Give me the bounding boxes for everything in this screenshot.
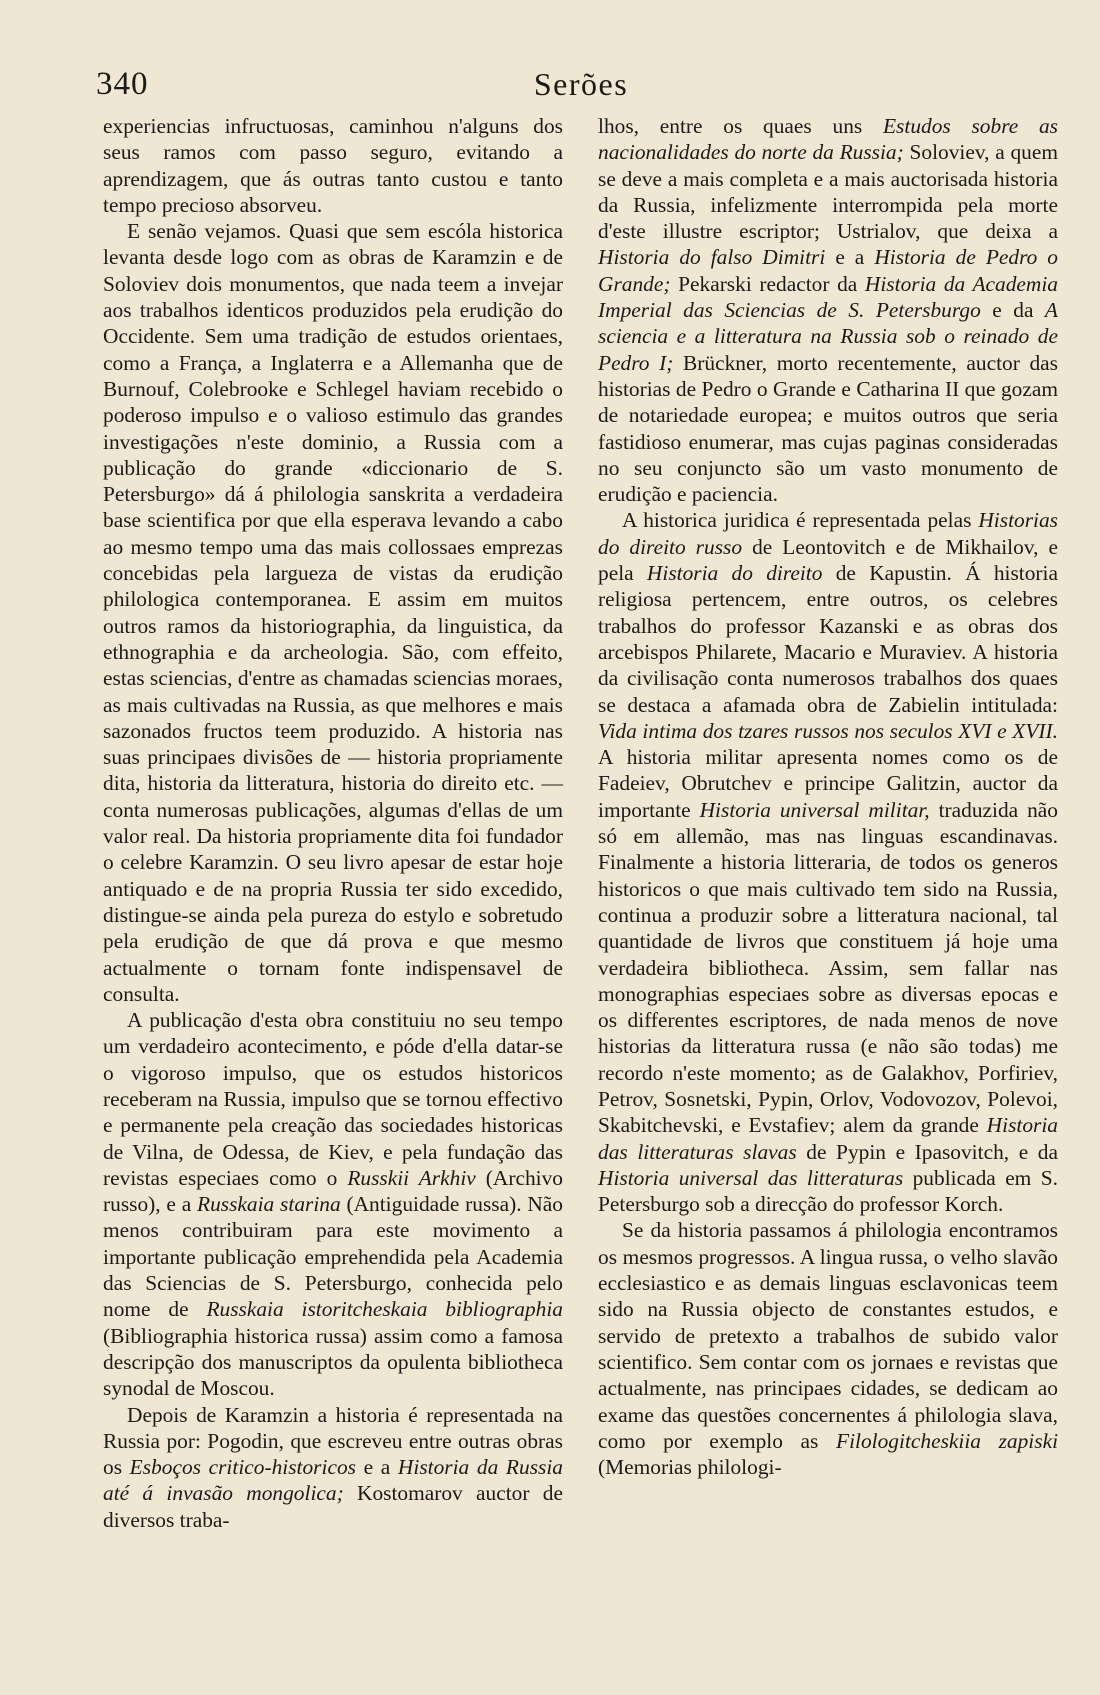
right-column	[598, 113, 1058, 1593]
text-run: experiencias infructuosas, caminhou n'alguns dos seus ramos com passo seguro, evitando a aprendizagem, que ás outras tanto custou e tanto tempo precioso absorveu.	[103, 114, 563, 217]
text-run: (Archivo russo), e a	[103, 1165, 563, 1217]
text-run: Pekarski redactor da	[670, 271, 865, 296]
text-run: Kostomarov auctor de diversos traba-	[103, 1481, 563, 1532]
paragraph	[103, 218, 563, 1007]
text-run: de Kapustin. Á historia religiosa pertencem, entre outros, os celebres trabalhos do professor Kazanski e as obras dos arcebispos Philarete, Macario e Muraviev. A historia da civilisação conta numerosos trabalhos dos quaes se destaca a afamada obra de Zabielin intitulada:	[598, 561, 1058, 717]
italic-title: Russkaia istoritcheskaia bibliographia	[206, 1297, 563, 1322]
paragraph	[103, 1007, 563, 1401]
italic-title: Russkii Arkhiv	[347, 1165, 476, 1190]
text-run: Se da historia passamos á philologia encontramos os mesmos progressos. A lingua russa, o velho slavão ecclesiastico e as demais linguas esclavonicas teem sido na Russia objecto de constantes estudos, e servido de pretexto a trabalhos de subido valor scientifico. Sem contar com os jornaes e revistas que actualmente, nas principaes cidades, se dedicam ao exame das questões concernentes á philologia slava, como por exemplo as	[598, 1218, 1058, 1453]
running-title: Serões	[533, 66, 629, 102]
text-run: A historia militar apresenta nomes como os de Fadeiev, Obrutchev e principe Galitzin, auctor da importante	[598, 745, 1058, 822]
text-run: de Leontovitch e de Mikhailov, e pela	[598, 534, 1058, 586]
text-run: e a	[355, 1455, 398, 1480]
paragraph	[598, 507, 1058, 1217]
text-run: de Pypin e Ipasovitch, e da	[796, 1139, 1058, 1164]
italic-title: Historia das litteraturas slavas	[598, 1113, 1058, 1164]
italic-title: Russkaia starina	[197, 1192, 341, 1217]
italic-title: Historia da Academia Imperial das Sciencias de S. Petersburgo	[598, 271, 1059, 323]
text-run: A publicação d'esta obra constituiu no seu tempo um verdadeiro acontecimento, e póde d'ella datar-se o vigoroso impulso, que os estudos historicos receberam na Russia, impulso que se tornou effectivo e permanente pela creação das sociedades historicas de Vilna, de Odessa, de Kiev, e pela fundação das revistas especiaes como o	[103, 1008, 563, 1190]
text-run: Brückner, morto recentemente, auctor das historias de Pedro o Grande e Catharina II que gozam de notariedade europea; e muitos outros que seria fastidioso enumerar, mas cujas paginas consideradas no seu conjuncto são um vasto monumento de erudição e paciencia.	[598, 350, 1058, 507]
text-run: traduzida não só em allemão, mas nas linguas escandinavas. Finalmente a historia litteraria, de todos os generos historicos o que mais cultivado tem sido na Russia, continua a produzir sobre a litteratura nacional, tal quantidade de livros que constituem já hoje uma verdadeira bibliotheca. Assim, sem fallar nas monographias especiaes sobre as diversas epocas e os differentes escriptores, de nada menos de nove historias da litteratura russa (e não são todas) me recordo n'este momento; as de Galakhov, Porfiriev, Petrov, Sosnetski, Pypin, Orlov, Vodovozov, Polevoi, Skabitchevski, e Evstafiev; alem da grande	[598, 797, 1058, 1138]
text-run: e a	[825, 245, 875, 270]
paragraph	[103, 113, 563, 218]
text-run: (Antiguidade russa). Não menos contribuiram para este movimento a importante publicação emprehendida pela Academia das Sciencias de S. Petersburgo, conhecida pelo nome de	[103, 1192, 563, 1322]
paragraph	[103, 1402, 563, 1533]
italic-title: Historia universal das litteraturas	[598, 1165, 904, 1190]
text-run: E senão vejamos. Quasi que sem escóla historica levanta desde logo com as obras de Karamzin e de Soloviev dois monumentos, que nada teem a invejar aos trabalhos identicos produzidos pela erudição do Occidente. Sem uma tradição de estudos orientaes, como a França, a Inglaterra e a Allemanha que de Burnouf, Colebrooke e Schlegel haviam recebido o poderoso impulso e o valioso estimulo das grandes investigações n'este dominio, a Russia com a publicação do grande «diccionario de S. Petersburgo» dá á philologia sanskrita a verdadeira base scientifica por que ella esperava levando a cabo ao mesmo tempo uma das mais collossaes emprezas concebidas pela largueza de vistas da erudição philologica contemporanea. E assim em muitos outros ramos da historiographia, da linguistica, da ethnographia e da archeologia. São, com effeito, estas sciencias, d'entre as chamadas sciencias moraes, as mais cultivadas na Russia, as que melhores e mais sazonados fructos teem produzido. A historia nas suas principaes divisões de — historia propriamente dita, historia da litteratura, historia do direito etc. — conta numerosas publicações, algumas d'ellas de um valor real. Da historia propriamente dita foi fundador o celebre Karamzin. O seu livro apesar de estar hoje antiquado e de na propria Russia ter sido excedido, distingue-se ainda pela pureza do estylo e sobretudo pela erudição de que dá prova e que mesmo actualmente o tornam fonte indispensavel de consulta.	[103, 219, 563, 1006]
italic-title: Historia universal militar,	[699, 797, 930, 822]
italic-title: Filologitcheskiia zapiski	[836, 1428, 1059, 1453]
text-run: (Bibliographia historica russa) assim como a famosa descripção dos manuscriptos da opulenta bibliotheca synodal de Moscou.	[103, 1323, 563, 1401]
text-run: publicada em S. Petersburgo sob a direcção do professor Korch.	[598, 1165, 1058, 1217]
left-column	[103, 113, 563, 1593]
italic-title: Historia de Pedro o Grande;	[598, 245, 1058, 296]
page-number: 340	[96, 66, 149, 102]
italic-title: Esboços critico-historicos	[129, 1455, 356, 1480]
italic-title: Estudos sobre as nacionalidades do norte da Russia;	[598, 114, 1058, 165]
paragraph	[598, 113, 1058, 507]
italic-title: Historia da Russia até á invasão mongolica;	[103, 1455, 563, 1506]
text-run: Soloviev, a quem se deve a mais completa e a mais auctorisada historia da Russia, infelizmente interrompida pela morte d'este illustre escriptor; Ustrialov, que deixa a	[598, 140, 1059, 244]
text-run: e da	[980, 298, 1045, 323]
text-run: Depois de Karamzin a historia é representada na Russia por: Pogodin, que escreveu entre outras obras os	[103, 1402, 563, 1480]
italic-title: Vida intima dos tzares russos nos seculos XVI e XVII.	[598, 718, 1058, 743]
italic-title: Historia do direito	[646, 561, 823, 586]
text-run: lhos, entre os quaes uns	[598, 114, 883, 138]
paragraph	[598, 1217, 1058, 1480]
page-header	[96, 62, 1066, 106]
italic-title: Historias do direito russo	[598, 508, 1058, 559]
text-run: (Memorias philologi-	[598, 1455, 782, 1480]
italic-title: Historia do falso Dimitri	[598, 245, 826, 270]
italic-title: A sciencia e a litteratura na Russia sob o reinado de Pedro I;	[598, 298, 1058, 375]
text-run: A historica juridica é representada pelas	[622, 508, 979, 533]
